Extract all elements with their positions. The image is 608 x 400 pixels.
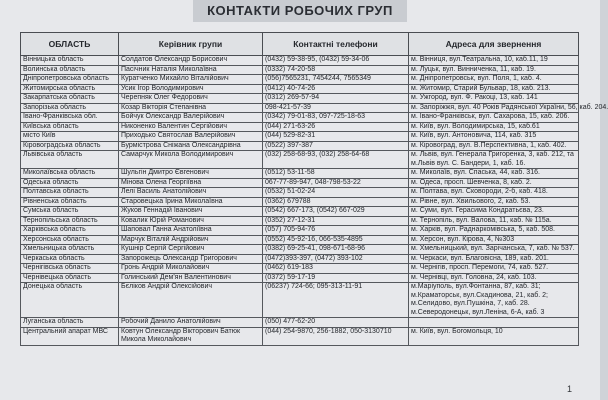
cell-address: м. Луцьк, вул. Винниченка, 11, каб. 19. [409, 65, 579, 75]
cell-address: м. Чернігів, просп. Перемоги, 74, каб. 527. [409, 264, 579, 274]
cell-head: Ковалик Юрій Романович [119, 216, 263, 226]
cell-region: Сумська область [21, 207, 119, 217]
cell-region: Хмельницька область [21, 245, 119, 255]
cell-region: Волинська область [21, 65, 119, 75]
table-row [21, 122, 579, 132]
cell-region: Тернопільська область [21, 216, 119, 226]
cell-address: м. Херсон, вул. Кірова, 4, №303 [409, 235, 579, 245]
cell-address: м. Тернопіль, вул. Валова, 11, каб. № 115а. [409, 216, 579, 226]
cell-head: Мінова Олена Георгіївна [119, 178, 263, 188]
cell-address [409, 318, 579, 328]
table-row [21, 283, 579, 318]
cell-region: Миколаївська область [21, 169, 119, 179]
table-row [21, 169, 579, 179]
cell-head: Самарчук Микола Володимирович [119, 151, 263, 169]
table-row [21, 264, 579, 274]
cell-address: м. Івано-Франківськ, вул. Сахарова, 15, каб. 206. [409, 113, 579, 123]
cell-head: Запорожець Олександр Григорович [119, 254, 263, 264]
cell-phones: (0352) 27-12-31 [263, 216, 409, 226]
table-row [21, 318, 579, 328]
cell-address: м. Миколаїв, вул. Спаська, 44, каб. 316. [409, 169, 579, 179]
cell-phones: (0412) 40-74-26 [263, 84, 409, 94]
cell-address: м. Вінниця, вул.Театральна, 10, каб.11, 19 [409, 56, 579, 66]
cell-phones: (032) 258-68-93, (032) 258-64-68 [263, 151, 409, 169]
table-row [21, 84, 579, 94]
cell-region: Кіровоградська область [21, 141, 119, 151]
cell-head: Гронь Андрій Миколайович [119, 264, 263, 274]
cell-region: Полтавська область [21, 188, 119, 198]
cell-region: Херсонська область [21, 235, 119, 245]
cell-region: Львівська область [21, 151, 119, 169]
cell-address: м. Кіровоград, вул. В.Перспективна, 1, каб. 402. [409, 141, 579, 151]
cell-head: Никоненко Валентин Сергійович [119, 122, 263, 132]
cell-address: м. Київ, вул. Антоновича, 114, каб. 315 [409, 132, 579, 142]
cell-head: Лелі Василь Анатолійович [119, 188, 263, 198]
cell-region: Вінницька область [21, 56, 119, 66]
cell-head: Бєліков Андрій Олексійович [119, 283, 263, 318]
cell-address: м. Київ, вул. Володимирська, 15, каб.61 [409, 122, 579, 132]
table-row [21, 132, 579, 142]
cell-region: Запорізька область [21, 103, 119, 113]
cell-address: м. Хмельницький, вул. Зарічанська, 7, каб. № 537. [409, 245, 579, 255]
table-row [21, 178, 579, 188]
cell-region: Харківська область [21, 226, 119, 236]
cell-phones: (0342) 79-01-83, 097-725-18-63 [263, 113, 409, 123]
cell-phones: (044) 254-9870, 256-1882, 050-3130710 [263, 327, 409, 345]
cell-phones: (0472)393-397, (0472) 393-102 [263, 254, 409, 264]
table-row [21, 141, 579, 151]
cell-region: Чернігівська область [21, 264, 119, 274]
cell-phones: (0312) 269-57-94 [263, 94, 409, 104]
cell-region: Житомирська область [21, 84, 119, 94]
cell-head: Кушнір Сергій Сергійович [119, 245, 263, 255]
document-title: КОНТАКТИ РОБОЧИХ ГРУП [0, 0, 600, 24]
table-row [21, 197, 579, 207]
cell-address: м. Житомир, Старий Бульвар, 18, каб. 213. [409, 84, 579, 94]
cell-region: Івано-Франківська обл. [21, 113, 119, 123]
table-row [21, 273, 579, 283]
contacts-table [20, 32, 608, 346]
cell-phones: (0382) 69-25-41, 098-671-68-96 [263, 245, 409, 255]
cell-phones: (0552) 45-92-16, 066-535-4895 [263, 235, 409, 245]
cell-phones: (044) 529-82-31 [263, 132, 409, 142]
cell-head: Голинський Дем'ян Валентинович [119, 273, 263, 283]
table-row [21, 245, 579, 255]
cell-head: Приходько Святослав Валерійович [119, 132, 263, 142]
cell-region: місто Київ [21, 132, 119, 142]
table-row [21, 188, 579, 198]
cell-region: Донецька область [21, 283, 119, 318]
cell-head: Черепняк Олег Федорович [119, 94, 263, 104]
cell-phones: (057) 705-94-76 [263, 226, 409, 236]
cell-head: Шаповал Ганна Анатоліївна [119, 226, 263, 236]
cell-head: Бойчук Олександр Валерійович [119, 113, 263, 123]
cell-region: Черкаська область [21, 254, 119, 264]
table-row [21, 235, 579, 245]
cell-address: м. Дніпропетровськ, вул. Поля, 1, каб. 4. [409, 75, 579, 85]
cell-head: Куратченко Михайло Віталійович [119, 75, 263, 85]
cell-region: Закарпатська область [21, 94, 119, 104]
cell-phones: (056)7565231, 7454244, 7565349 [263, 75, 409, 85]
cell-address: м. Чернівці, вул. Головна, 24, каб. 103. [409, 273, 579, 283]
cell-address: м. Полтава, вул. Сковороди, 2-б, каб. 418. [409, 188, 579, 198]
cell-head: Марчук Віталій Андрійович [119, 235, 263, 245]
table-row [21, 151, 579, 169]
table-row [21, 327, 579, 345]
cell-address: м. Рівне, вул. Хвильового, 2, каб. 53. [409, 197, 579, 207]
cell-region: Луганська область [21, 318, 119, 328]
cell-phones: 098-421-57-39 [263, 103, 409, 113]
cell-phones: 067-77-89-947, 048-798-53-22 [263, 178, 409, 188]
cell-address: м. Суми, вул. Герасима Кондратьєва, 23. [409, 207, 579, 217]
cell-phones: (0462) 619-183 [263, 264, 409, 274]
cell-head: Робочий Данило Анатолійович [119, 318, 263, 328]
table-row [21, 207, 579, 217]
cell-address: м. Черкаси, вул. Благовісна, 189, каб. 201. [409, 254, 579, 264]
cell-region: Центральний апарат МВС [21, 327, 119, 345]
table-row [21, 113, 579, 123]
cell-head: Ковтун Олександр Вікторович Батюк Микола Миколайович [119, 327, 263, 345]
cell-phones: (0432) 59-38-95, (0432) 59-34-06 [263, 56, 409, 66]
cell-phones: (0522) 397-387 [263, 141, 409, 151]
cell-region: Чернівецька область [21, 273, 119, 283]
column-header-head: Керівник групи [119, 33, 263, 56]
page-number: 1 [566, 384, 572, 394]
cell-head: Солдатов Олександр Борисович [119, 56, 263, 66]
cell-phones: (0512) 53-11-58 [263, 169, 409, 179]
cell-address: м. Запоріжжя, вул. 40 Років Радянської України, 56, каб. 204. [409, 103, 579, 113]
cell-phones: (0372) 59-17-19 [263, 273, 409, 283]
cell-head: Старовецька Ірина Миколаївна [119, 197, 263, 207]
table-row [21, 56, 579, 66]
cell-phones: (0362) 679788 [263, 197, 409, 207]
table-row [21, 65, 579, 75]
column-header-phones: Контактні телефони [263, 33, 409, 56]
table-row [21, 216, 579, 226]
cell-head: Шульгін Дмитро Євгенович [119, 169, 263, 179]
cell-region: Рівненська область [21, 197, 119, 207]
table-row [21, 75, 579, 85]
cell-address: м. Харків, вул. Раднаркомівська, 5, каб. 508. [409, 226, 579, 236]
table-row [21, 103, 579, 113]
cell-head: Козар Вікторія Степанівна [119, 103, 263, 113]
table-row [21, 94, 579, 104]
table-row [21, 226, 579, 236]
cell-address: м. Київ, вул. Богомольця, 10 [409, 327, 579, 345]
cell-address: м.Маріуполь, вул.Фонтанна, 87, каб. 31; м.Краматорськ, вул.Скадинова, 21, каб. 2; м.Селидово, вул.Пушкіна, 7, каб. 28. м.Северодонецьк, вул.Леніна, 6-А, каб. 3 [409, 283, 579, 318]
cell-region: Київська область [21, 122, 119, 132]
cell-phones: (044) 271-63-26 [263, 122, 409, 132]
cell-phones: (0532) 51-02-24 [263, 188, 409, 198]
table-header-row [21, 33, 579, 56]
cell-address: м. Одеса, просп. Шевченка, 8, каб. 2. [409, 178, 579, 188]
cell-phones: (050) 477-62-20 [263, 318, 409, 328]
table-row [21, 254, 579, 264]
cell-head: Усик Ігор Володимирович [119, 84, 263, 94]
column-header-region: ОБЛАСТЬ [21, 33, 119, 56]
cell-phones: (06237) 724-66; 095-313-11-91 [263, 283, 409, 318]
cell-region: Одеська область [21, 178, 119, 188]
cell-region: Дніпропетровська область [21, 75, 119, 85]
cell-phones: (0332) 74-20-58 [263, 65, 409, 75]
cell-head: Бурмістрова Сніжана Олександрівна [119, 141, 263, 151]
cell-address: м. Львів, вул. Генерала Григоренка, 3, каб. 212, та м.Львів вул. С. Бандери, 1, каб. 16. [409, 151, 579, 169]
cell-address: м. Ужгород, вул. Ф. Ракоці, 13, каб. 141 [409, 94, 579, 104]
cell-head: Жуков Геннадій Іванович [119, 207, 263, 217]
cell-head: Пасічник Наталія Миколаївна [119, 65, 263, 75]
cell-phones: (0542) 667-173, (0542) 667-029 [263, 207, 409, 217]
column-header-address: Адреса для звернення [409, 33, 579, 56]
